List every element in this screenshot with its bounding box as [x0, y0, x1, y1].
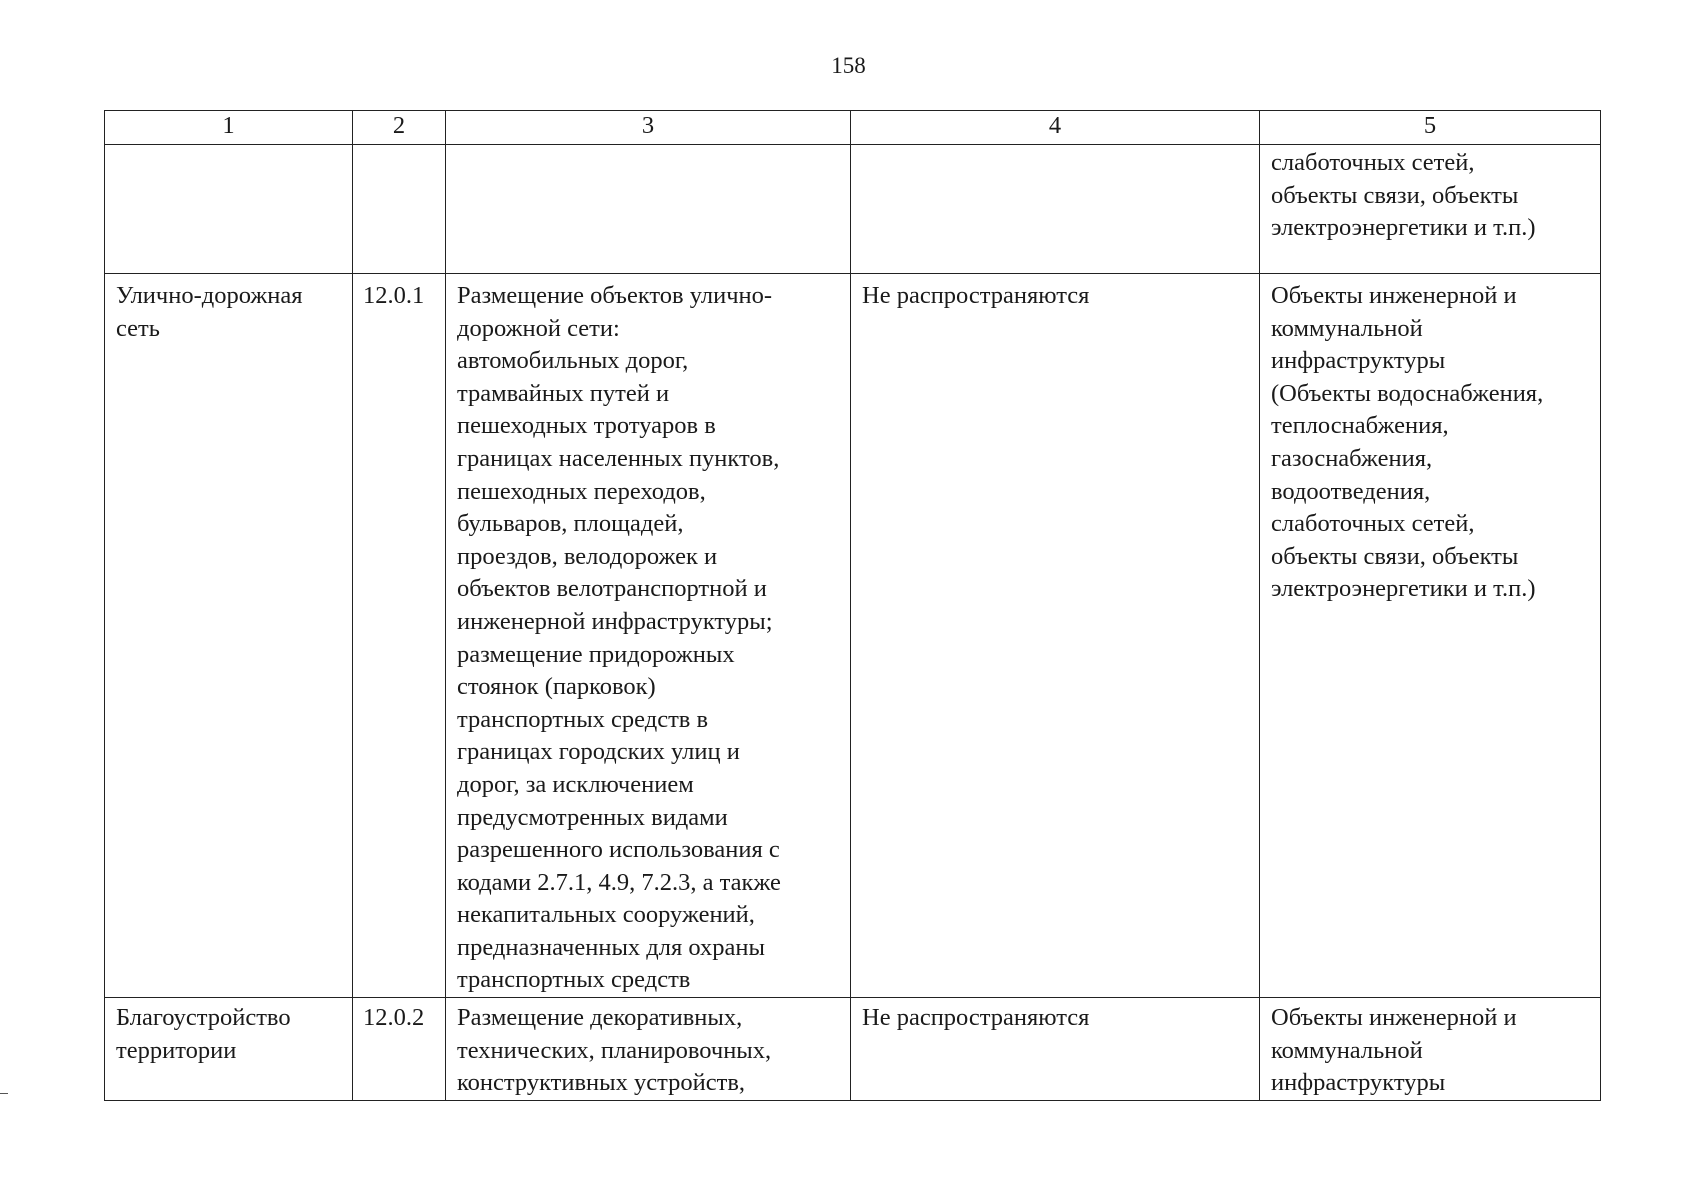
cell-text-line: коммунальной [1271, 314, 1423, 342]
cell-text-line: транспортных средств [457, 966, 691, 994]
header-col-1: 1 [105, 111, 353, 145]
table-row [105, 274, 1601, 998]
permitted-objects-cell [1260, 274, 1601, 998]
header-col-3: 3 [446, 111, 851, 145]
cell-text-line: сеть [116, 314, 160, 342]
cell-text-line: слаботочных сетей, [1271, 149, 1475, 176]
cell-text-line: транспортных средств в [457, 705, 709, 733]
cell-text-line: пешеходных переходов, [457, 477, 706, 505]
cell-text-line: границах городских улиц и [457, 738, 740, 766]
cell-text-line: Объекты инженерной и [1271, 1004, 1517, 1032]
cell-text-line: теплоснабжения, [1271, 412, 1449, 440]
margin-tick [0, 1093, 8, 1094]
table-header-row [105, 111, 1601, 145]
header-col-4: 4 [851, 111, 1260, 145]
cell-text-line: Размещение декоративных, [457, 1004, 743, 1032]
cell-text-line: инженерной инфраструктуры; [457, 607, 773, 635]
cell-text-line: дорог, за исключением [457, 770, 694, 798]
cell-text-line: предназначенных для охраны [457, 933, 765, 961]
cell-text-line: территории [116, 1036, 237, 1064]
use-type-name-cell [105, 998, 353, 1101]
restrictions-cell [851, 998, 1260, 1101]
use-description-cell [446, 145, 851, 274]
page-number: 158 [831, 53, 866, 78]
cell-text-line: объекты связи, объекты [1271, 542, 1519, 570]
use-type-name-cell [105, 145, 353, 274]
use-code-cell: 12.0.1 [353, 274, 446, 998]
cell-text-line: границах населенных пунктов, [457, 444, 780, 472]
use-description-cell [446, 998, 851, 1101]
cell-text-line: разрешенного использования с [457, 836, 780, 864]
cell-text-line: автомобильных дорог, [457, 347, 689, 375]
cell-text-line: электроэнергетики и т.п.) [1271, 575, 1536, 603]
restrictions-cell [851, 145, 1260, 274]
table-row [105, 145, 1601, 274]
restrictions-cell [851, 274, 1260, 998]
permitted-objects-cell [1260, 145, 1601, 274]
cell-text-line: Размещение объектов улично- [457, 282, 773, 309]
cell-text-line: Благоустройство [116, 1004, 291, 1032]
cell-text-line: размещение придорожных [457, 640, 735, 668]
cell-text-line: водоотведения, [1271, 477, 1431, 505]
cell-text-line: газоснабжения, [1271, 444, 1433, 472]
cell-text-line: объектов велотранспортной и [457, 575, 767, 603]
cell-text-line: стоянок (парковок) [457, 673, 656, 701]
cell-text-line: Улично-дорожная [116, 282, 303, 309]
regulations-table [104, 110, 1601, 1101]
cell-text-line: (Объекты водоснабжения, [1271, 379, 1544, 407]
cell-text-line: Не распространяются [862, 1004, 1090, 1032]
cell-text-line: предусмотренных видами [457, 803, 728, 831]
cell-text-line: бульваров, площадей, [457, 510, 684, 538]
header-col-5: 5 [1260, 111, 1601, 145]
cell-text-line: некапитальных сооружений, [457, 901, 755, 929]
header-col-2: 2 [353, 111, 446, 145]
cell-text-line: пешеходных тротуаров в [457, 412, 716, 440]
cell-text-line: Не распространяются [862, 282, 1090, 309]
cell-text-line: объекты связи, объекты [1271, 181, 1519, 209]
cell-text-line: кодами 2.7.1, 4.9, 7.2.3, а также [457, 868, 781, 896]
cell-text-line: технических, планировочных, [457, 1036, 772, 1064]
use-type-name-cell [105, 274, 353, 998]
cell-text-line: проездов, велодорожек и [457, 542, 718, 570]
use-code-cell: 12.0.2 [353, 998, 446, 1101]
use-description-cell [446, 274, 851, 998]
cell-text-line: конструктивных устройств, [457, 1069, 746, 1097]
cell-text-line: инфраструктуры [1271, 1069, 1446, 1097]
use-code-cell [353, 145, 446, 274]
cell-text-line: Объекты инженерной и [1271, 282, 1517, 309]
cell-text-line: коммунальной [1271, 1036, 1423, 1064]
cell-text-line: дорожной сети: [457, 314, 620, 342]
cell-text-line: инфраструктуры [1271, 347, 1446, 375]
cell-text-line: слаботочных сетей, [1271, 510, 1475, 538]
cell-text-line: трамвайных путей и [457, 379, 670, 407]
table-row [105, 998, 1601, 1101]
permitted-objects-cell [1260, 998, 1601, 1101]
cell-text-line: электроэнергетики и т.п.) [1271, 214, 1536, 242]
